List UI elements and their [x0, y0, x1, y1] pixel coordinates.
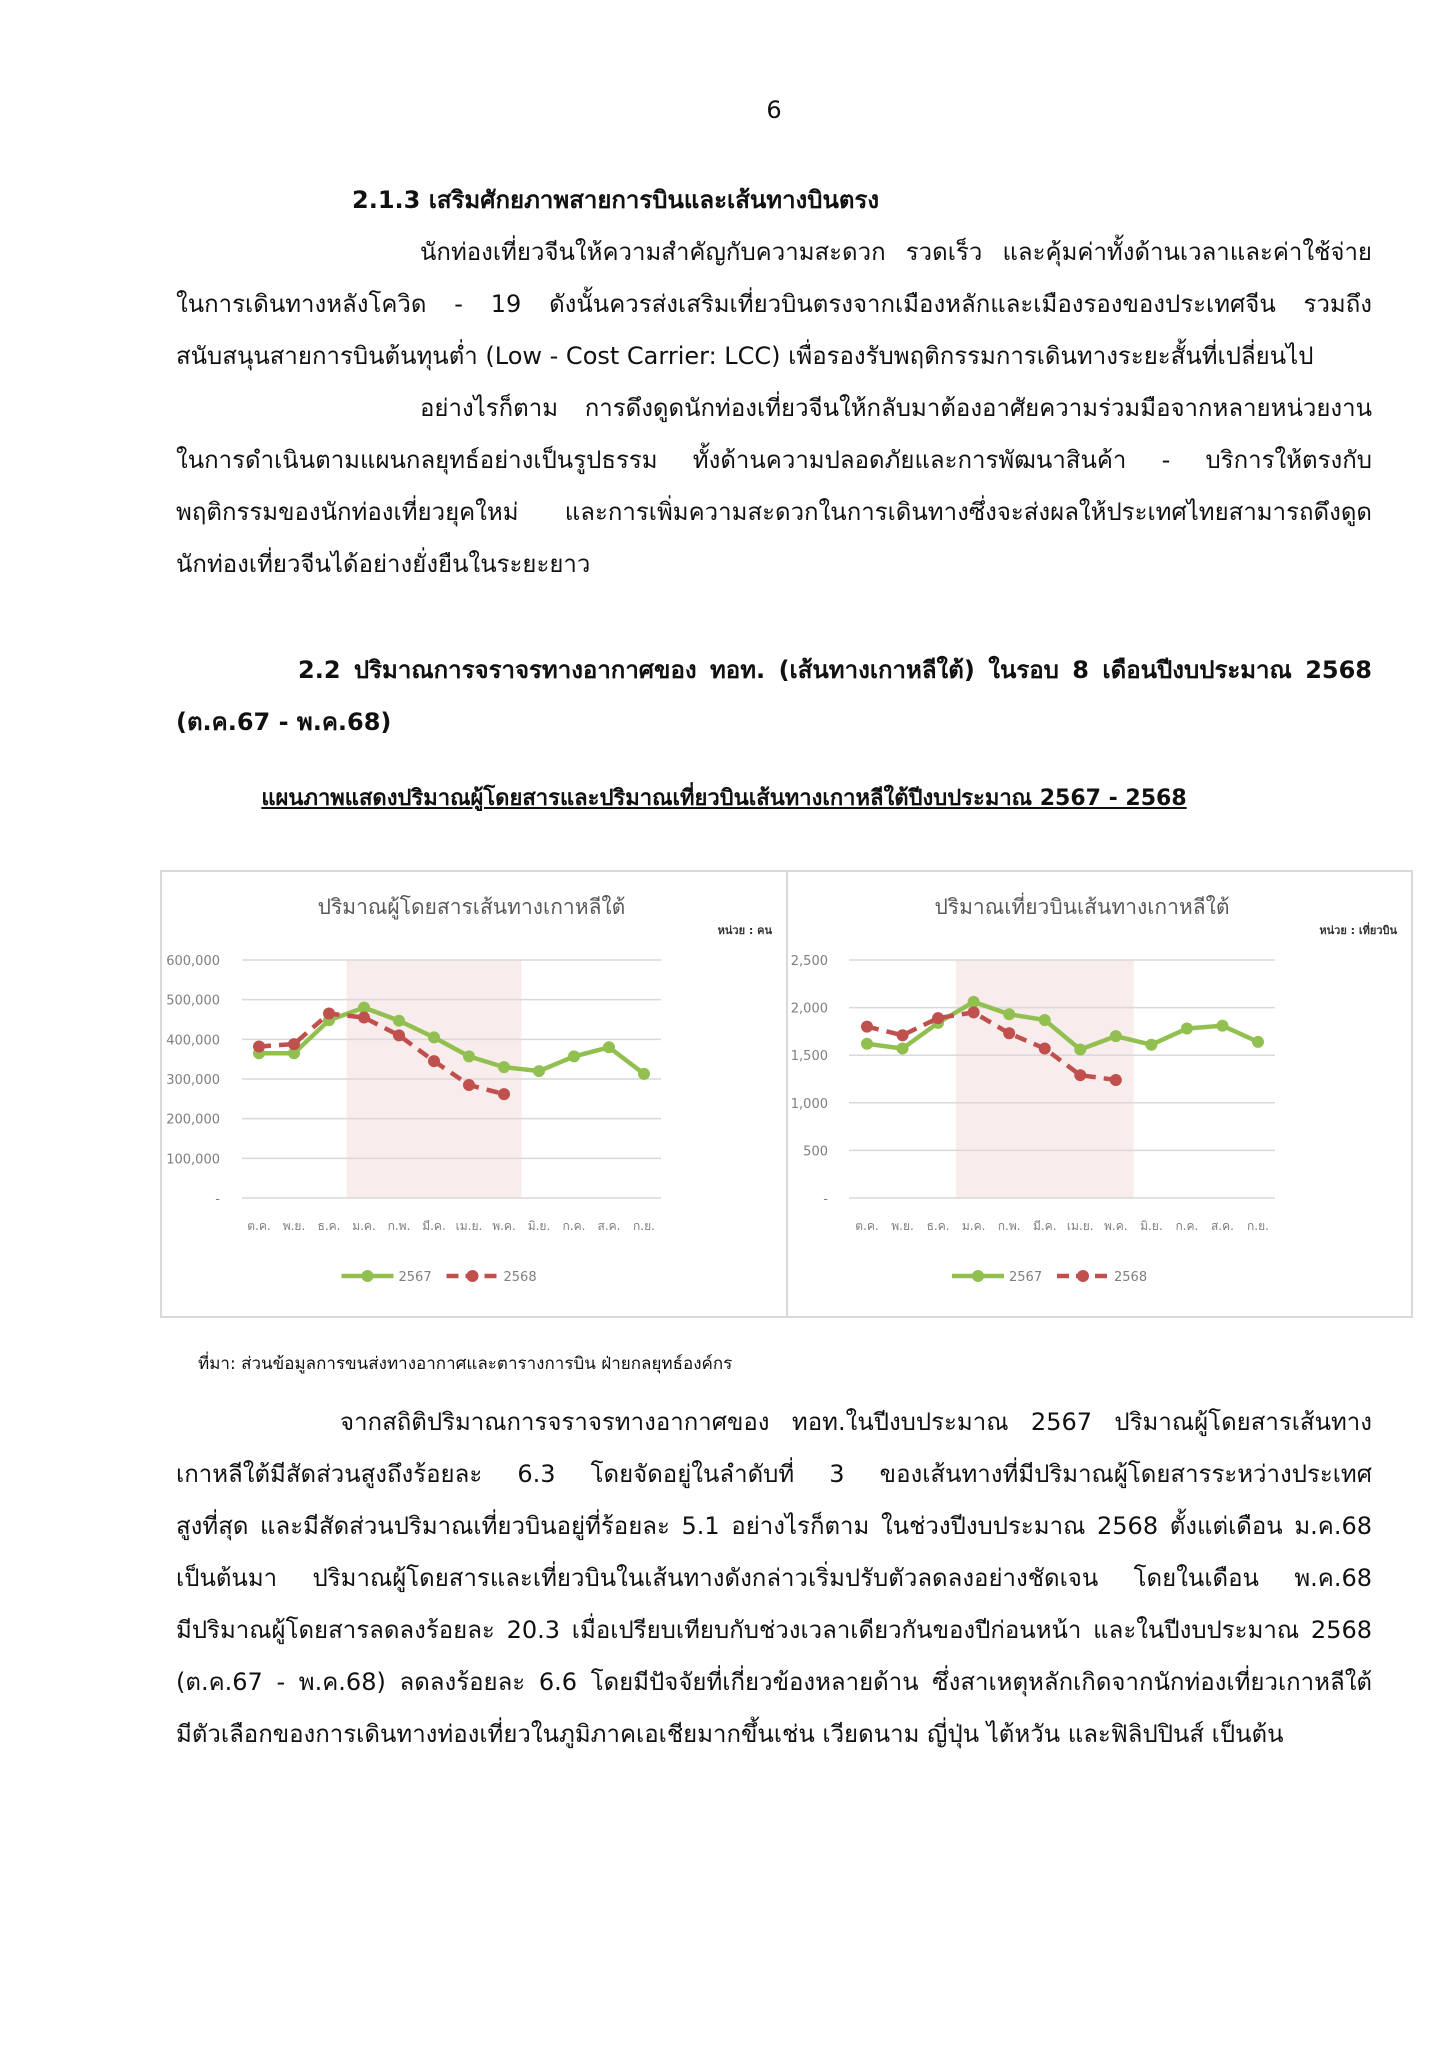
y-tick-label: -: [823, 1192, 828, 1207]
data-point-2568: [1110, 1074, 1122, 1086]
x-tick-label: พ.ค.: [1104, 1219, 1128, 1233]
x-tick-label: ต.ค.: [247, 1219, 271, 1233]
flight-chart: [786, 870, 1413, 1318]
y-tick-label: 500,000: [166, 993, 220, 1009]
paragraph-line: สูงที่สุด และมีสัดส่วนปริมาณเที่ยวบินอยู่ที่ร้อยละ 5.1 อย่างไรก็ตาม ในช่วงปีงบประมาณ 2568 ตั้งแต่เดือน ม.ค.68: [176, 1512, 1372, 1540]
paragraph-line: ในการดำเนินตามแผนกลยุทธ์อย่างเป็นรูปธรรม ทั้งด้านความปลอดภัยและการพัฒนาสินค้า - บริการให้ตรงกับ: [176, 446, 1372, 474]
data-point-2567: [1252, 1036, 1264, 1048]
data-point-2567: [861, 1038, 873, 1050]
y-tick-label: 1,000: [790, 1096, 828, 1112]
y-tick-label: -: [215, 1192, 220, 1207]
paragraph-line: สนับสนุนสายการบินต้นทุนต่ำ (Low - Cost Carrier: LCC) เพื่อรองรับพฤติกรรมการเดินทางระยะสั้นที่เปลี่ยนไป: [176, 342, 1314, 370]
chart-title: ปริมาณเที่ยวบินเส้นทางเกาหลีใต้: [934, 895, 1230, 919]
paragraph-line: พฤติกรรมของนักท่องเที่ยวยุคใหม่ และการเพิ่มความสะดวกในการเดินทางซึ่งจะส่งผลให้ประเทศไทยสามารถดึงดูด: [176, 498, 1372, 526]
x-tick-label: พ.ย.: [282, 1219, 306, 1233]
data-point-2567: [897, 1043, 909, 1055]
data-point-2567: [393, 1015, 405, 1027]
data-point-2568: [498, 1088, 510, 1100]
data-point-2568: [897, 1029, 909, 1041]
x-tick-label: เม.ย.: [455, 1219, 483, 1233]
legend-label-2567: 2567: [398, 1270, 432, 1285]
x-tick-label: มี.ค.: [422, 1219, 446, 1233]
data-point-2568: [463, 1079, 475, 1091]
data-point-2567: [1110, 1030, 1122, 1042]
x-tick-label: ก.ย.: [633, 1219, 655, 1233]
y-tick-label: 600,000: [166, 954, 220, 969]
data-point-2567: [638, 1068, 650, 1080]
legend-marker-2568: [467, 1270, 479, 1282]
data-point-2567: [1145, 1039, 1157, 1051]
data-point-2568: [968, 1006, 980, 1018]
section-heading-2-1-3: 2.1.3 เสริมศักยภาพสายการบินและเส้นทางบินตรง: [352, 186, 880, 214]
data-point-2568: [358, 1012, 370, 1024]
y-tick-label: 2,000: [790, 1001, 828, 1017]
x-tick-label: พ.ค.: [492, 1219, 516, 1233]
data-point-2568: [1074, 1069, 1086, 1081]
x-tick-label: เม.ย.: [1066, 1219, 1094, 1233]
paragraph-line: เกาหลีใต้มีสัดส่วนสูงถึงร้อยละ 6.3 โดยจัดอยู่ในลำดับที่ 3 ของเส้นทางที่มีปริมาณผู้โดยสารระหว่างประเทศ: [176, 1460, 1372, 1488]
data-point-2567: [568, 1050, 580, 1062]
data-point-2567: [1216, 1020, 1228, 1032]
paragraph-line: มีตัวเลือกของการเดินทางท่องเที่ยวในภูมิภาคเอเชียมากขึ้นเช่น เวียดนาม ญี่ปุ่น ไต้หวัน และฟิลิปปินส์ เป็นต้น: [176, 1720, 1284, 1748]
data-point-2567: [1039, 1014, 1051, 1026]
data-point-2568: [1039, 1043, 1051, 1055]
legend-label-2567: 2567: [1009, 1270, 1043, 1285]
legend-marker-2567: [362, 1270, 374, 1282]
chart-unit-label: หน่วย : คน: [717, 924, 772, 937]
y-tick-label: 1,500: [790, 1049, 828, 1065]
x-tick-label: ก.พ.: [387, 1219, 411, 1233]
data-point-2567: [603, 1041, 615, 1053]
data-point-2568: [288, 1038, 300, 1050]
data-point-2568: [428, 1055, 440, 1067]
data-point-2568: [1003, 1027, 1015, 1039]
data-point-2568: [932, 1012, 944, 1024]
x-tick-label: มี.ค.: [1032, 1219, 1057, 1233]
data-point-2567: [428, 1031, 440, 1043]
data-point-2568: [323, 1008, 335, 1020]
paragraph-line: นักท่องเที่ยวจีนให้ความสำคัญกับความสะดวก รวดเร็ว และคุ้มค่าทั้งด้านเวลาและค่าใช้จ่าย: [420, 238, 1372, 266]
legend-label-2568: 2568: [1114, 1270, 1148, 1285]
paragraph-line: มีปริมาณผู้โดยสารลดลงร้อยละ 20.3 เมื่อเปรียบเทียบกับช่วงเวลาเดียวกันของปีก่อนหน้า และในปีงบประมาณ 2568: [176, 1616, 1372, 1644]
y-tick-label: 400,000: [166, 1033, 220, 1049]
data-point-2567: [968, 996, 980, 1008]
x-tick-label: ธ.ค.: [317, 1219, 341, 1233]
data-point-2568: [393, 1029, 405, 1041]
paragraph-line: นักท่องเที่ยวจีนได้อย่างยั่งยืนในระยะยาว: [176, 550, 591, 578]
paragraph-line: จากสถิติปริมาณการจราจรทางอากาศของ ทอท.ในปีงบประมาณ 2567 ปริมาณผู้โดยสารเส้นทาง: [340, 1408, 1372, 1436]
data-point-2567: [1003, 1008, 1015, 1020]
x-tick-label: มิ.ย.: [1140, 1219, 1163, 1233]
data-point-2568: [861, 1021, 873, 1033]
data-point-2567: [1181, 1023, 1193, 1035]
paragraph-line: เป็นต้นมา ปริมาณผู้โดยสารและเที่ยวบินในเส้นทางดังกล่าวเริ่มปรับตัวลดลงอย่างชัดเจน โดยในเดือน พ.ค.68: [176, 1564, 1372, 1592]
legend-marker-2568: [1077, 1270, 1089, 1282]
paragraph-line: ในการเดินทางหลังโควิด - 19 ดังนั้นควรส่งเสริมเที่ยวบินตรงจากเมืองหลักและเมืองรองของประเทศจีน รวมถึง: [176, 290, 1372, 318]
y-tick-label: 100,000: [166, 1152, 220, 1168]
chart-unit-label: หน่วย : เที่ยวบิน: [1319, 924, 1397, 937]
x-tick-label: ก.พ.: [997, 1219, 1021, 1233]
data-point-2567: [1074, 1043, 1086, 1055]
x-tick-label: ส.ค.: [1210, 1219, 1234, 1233]
x-tick-label: ม.ค.: [961, 1219, 986, 1233]
x-tick-label: ก.ค.: [1175, 1219, 1199, 1233]
y-tick-label: 300,000: [166, 1073, 220, 1088]
y-tick-label: 200,000: [166, 1112, 220, 1128]
x-tick-label: ธ.ค.: [926, 1219, 950, 1233]
x-tick-label: พ.ย.: [891, 1219, 914, 1233]
x-tick-label: ม.ค.: [352, 1219, 376, 1233]
x-tick-label: ก.ย.: [1247, 1219, 1269, 1233]
x-tick-label: มิ.ย.: [527, 1219, 551, 1233]
x-tick-label: ก.ค.: [562, 1219, 586, 1233]
page-number: 6: [766, 96, 782, 124]
data-point-2567: [533, 1065, 545, 1077]
data-point-2567: [463, 1050, 475, 1062]
y-tick-label: 500: [803, 1144, 828, 1160]
paragraph-line: อย่างไรก็ตาม การดึงดูดนักท่องเที่ยวจีนให้กลับมาต้องอาศัยความร่วมมือจากหลายหน่วยงาน: [420, 394, 1372, 422]
chart-title: ปริมาณผู้โดยสารเส้นทางเกาหลีใต้: [317, 895, 626, 919]
source-note: ที่มา: ส่วนข้อมูลการขนส่งทางอากาศและตารางการบิน ฝ่ายกลยุทธ์องค์กร: [198, 1354, 733, 1374]
section-heading-2-2: 2.2 ปริมาณการจราจรทางอากาศของ ทอท. (เส้นทางเกาหลีใต้) ในรอบ 8 เดือนปีงบประมาณ 2568: [298, 656, 1372, 684]
legend-label-2568: 2568: [503, 1270, 537, 1285]
flight-chart-svg: [788, 872, 1411, 1316]
data-point-2567: [498, 1061, 510, 1073]
y-tick-label: 2,500: [790, 954, 828, 969]
paragraph-line: (ต.ค.67 - พ.ค.68) ลดลงร้อยละ 6.6 โดยมีปัจจัยที่เกี่ยวข้องหลายด้าน ซึ่งสาเหตุหลักเกิดจากนักท่องเที่ยวเกาหลีใต้: [176, 1668, 1372, 1696]
x-tick-label: ส.ค.: [597, 1219, 621, 1233]
legend-marker-2567: [972, 1270, 984, 1282]
passenger-chart: [160, 870, 788, 1318]
passenger-chart-svg: [162, 872, 786, 1316]
section-heading-2-2-cont: (ต.ค.67 - พ.ค.68): [176, 708, 392, 736]
chart-caption: แผนภาพแสดงปริมาณผู้โดยสารและปริมาณเที่ยวบินเส้นทางเกาหลีใต้ปีงบประมาณ 2567 - 2568: [261, 786, 1187, 811]
x-tick-label: ต.ค.: [855, 1219, 879, 1233]
data-point-2568: [253, 1040, 265, 1052]
